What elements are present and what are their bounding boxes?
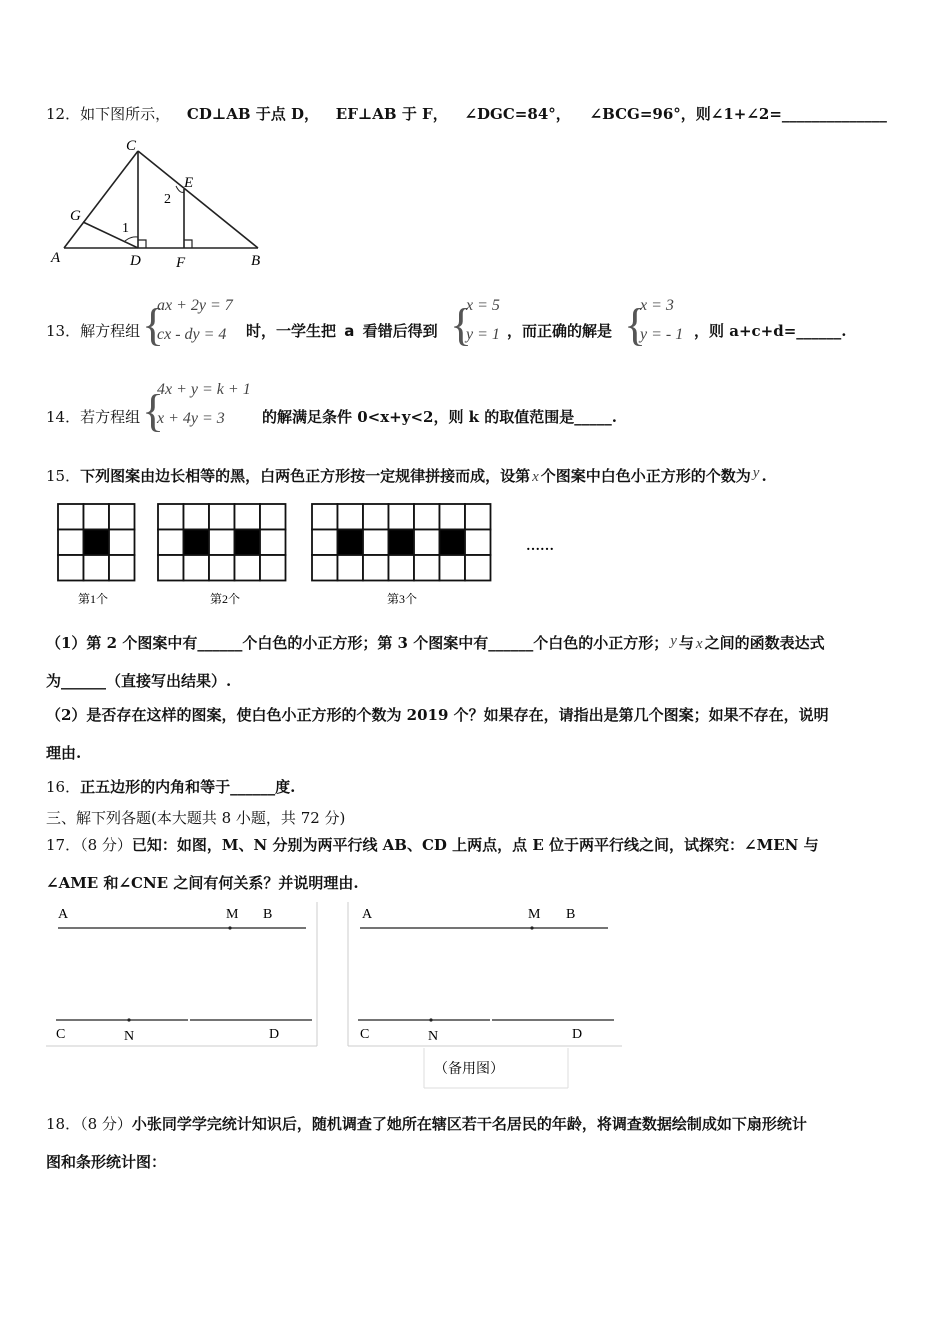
white-square bbox=[414, 555, 440, 581]
fig2-label-D: D bbox=[572, 1027, 583, 1042]
white-square bbox=[338, 504, 364, 530]
q15-text: 下列图案由边长相等的黑，白两色正方形按一定规律拼接而成，设第 bbox=[80, 467, 531, 485]
fig2-label-M: M bbox=[528, 907, 541, 922]
white-square bbox=[84, 555, 110, 581]
q13-wrong-solution-x: x = 5 bbox=[466, 297, 500, 314]
q13-number: 13．解方程组 bbox=[46, 322, 141, 340]
white-square bbox=[235, 504, 261, 530]
q17-line2: ∠AME 和∠CNE 之间有何关系？并说明理由. bbox=[46, 874, 359, 892]
white-square bbox=[109, 504, 135, 530]
q13-system-eq2: cx - dy = 4 bbox=[157, 326, 227, 343]
fig2-label-B: B bbox=[566, 907, 576, 922]
q18-line2: 图和条形统计图： bbox=[46, 1153, 167, 1171]
fig2-spare-caption: （备用图） bbox=[434, 1062, 504, 1077]
q13-correct-solution-y: y = - 1 bbox=[640, 326, 684, 343]
q12-label-G: G bbox=[70, 208, 81, 224]
white-square bbox=[58, 530, 84, 556]
white-square bbox=[158, 504, 184, 530]
q16-line: 16．正五边形的内角和等于______度. bbox=[46, 778, 296, 796]
q17-figure-main bbox=[44, 900, 320, 1048]
q15-continuation-dots: …… bbox=[526, 539, 554, 554]
q13-mid3: ，而正确的解是 bbox=[507, 322, 613, 340]
white-square bbox=[338, 555, 364, 581]
fig2-label-N: N bbox=[428, 1029, 439, 1044]
q12-number: 12． bbox=[46, 105, 81, 123]
q18-line1: 18．（8 分）小张同学学完统计知识后，随机调查了她所在辖区若干名居民的年龄，将调查数据绘制成如下扇形统计 bbox=[46, 1115, 807, 1133]
q15-pattern-3 bbox=[312, 504, 491, 581]
q13-brace-1: { bbox=[142, 299, 165, 350]
fig2-label-A: A bbox=[362, 907, 373, 922]
white-square bbox=[414, 530, 440, 556]
q15-pattern-figure bbox=[50, 500, 570, 612]
black-square bbox=[235, 530, 261, 556]
white-square bbox=[465, 504, 491, 530]
white-square bbox=[465, 530, 491, 556]
white-square bbox=[235, 555, 261, 581]
white-square bbox=[58, 504, 84, 530]
q14-brace: { bbox=[142, 385, 165, 436]
q13-mid2: 看错后得到 bbox=[362, 322, 438, 340]
white-square bbox=[465, 555, 491, 581]
q15-var-x: x bbox=[532, 469, 539, 485]
white-square bbox=[109, 555, 135, 581]
black-square bbox=[84, 530, 110, 556]
q12-label-angle2: 2 bbox=[164, 192, 171, 207]
q14-system-eq2: x + 4y = 3 bbox=[157, 410, 225, 427]
q13-tail: ，则 a+c+d=______. bbox=[694, 322, 847, 340]
q17-line1: 17．（8 分）已知：如图，M、N 分别为两平行线 AB、CD 上两点，点 E 位于两平行线之间，试探究：∠MEN 与 bbox=[46, 836, 819, 854]
q13-correct-solution-x: x = 3 bbox=[640, 297, 674, 314]
q12-part2: EF⊥AB 于 F， bbox=[335, 105, 448, 123]
q13-system-eq1: ax + 2y = 7 bbox=[157, 297, 233, 314]
q12-answer-blank: ______________ bbox=[781, 105, 887, 123]
q15-sub1-var-x: x bbox=[695, 636, 703, 652]
q15-line: 15．下列图案由边长相等的黑，白两色正方形按一定规律拼接而成，设第 x 个图案中白色小正方形的个数为 y . bbox=[46, 465, 767, 485]
q14-number: 14．若方程组 bbox=[46, 408, 141, 426]
black-square bbox=[440, 530, 466, 556]
white-square bbox=[260, 504, 286, 530]
q18-score: （8 分） bbox=[80, 1115, 132, 1133]
q12-part4: ∠BCG=96°，则∠1+∠2= bbox=[589, 105, 782, 123]
white-square bbox=[389, 504, 415, 530]
q12-label-D: D bbox=[130, 253, 141, 269]
q15-pattern-2 bbox=[158, 504, 286, 581]
q16-text: 正五边形的内角和等于______度. bbox=[80, 778, 296, 796]
white-square bbox=[312, 504, 338, 530]
q12-part3: ∠DGC=84°， bbox=[464, 105, 571, 123]
q13-brace-3: { bbox=[624, 299, 647, 350]
fig1-label-D: D bbox=[269, 1027, 280, 1042]
white-square bbox=[440, 555, 466, 581]
q13-letter-a: a bbox=[344, 322, 355, 340]
q12-label-E: E bbox=[184, 175, 194, 191]
black-square bbox=[338, 530, 364, 556]
q15-sub1-var-y: y bbox=[670, 633, 677, 649]
q13-lead: 解方程组 bbox=[80, 322, 141, 340]
white-square bbox=[209, 504, 235, 530]
white-square bbox=[312, 555, 338, 581]
black-square bbox=[184, 530, 210, 556]
q14-lead: 若方程组 bbox=[80, 408, 141, 426]
q13-wrong-solution-y: y = 1 bbox=[466, 326, 500, 343]
q14-tail: 的解满足条件 0<x+y<2，则 k 的取值范围是_____. bbox=[262, 408, 618, 426]
q15-caption-3: 第3个 bbox=[387, 592, 418, 606]
q12-triangle-figure bbox=[46, 134, 276, 272]
q12-line bbox=[46, 103, 887, 124]
q12-label-F: F bbox=[176, 255, 186, 271]
fig1-label-A: A bbox=[58, 907, 69, 922]
q12-label-B: B bbox=[251, 253, 261, 269]
q12-label-angle1: 1 bbox=[122, 221, 129, 236]
white-square bbox=[440, 504, 466, 530]
white-square bbox=[363, 555, 389, 581]
q13-mid1: 时，一学生把 a 看错后得到 bbox=[246, 322, 438, 340]
q15-mid: 个图案中白色小正方形的个数为 bbox=[540, 467, 751, 485]
white-square bbox=[260, 555, 286, 581]
white-square bbox=[209, 555, 235, 581]
white-square bbox=[389, 555, 415, 581]
q15-sub1-line1: （1）第 2 个图案中有______个白色的小正方形；第 3 个图案中有______个白色的小正方形； y 与 x 之间的函数表达式 bbox=[46, 633, 825, 652]
white-square bbox=[84, 504, 110, 530]
white-square bbox=[158, 555, 184, 581]
fig1-label-B: B bbox=[263, 907, 273, 922]
q15-var-y: y bbox=[752, 465, 760, 481]
q17-figure-spare bbox=[346, 900, 626, 1090]
white-square bbox=[184, 555, 210, 581]
fig2-label-C: C bbox=[360, 1027, 370, 1042]
q12-label-C: C bbox=[126, 138, 137, 154]
q15-sub1-line2: 为______（直接写出结果）. bbox=[46, 672, 232, 690]
q12-label-A: A bbox=[51, 250, 61, 266]
q15-sub2-line2: 理由. bbox=[46, 744, 82, 762]
section3-title: 三、解下列各题(本大题共 8 小题，共 72 分) bbox=[46, 809, 346, 827]
q12-part1: CD⊥AB 于点 D， bbox=[186, 105, 320, 123]
q14-system-eq1: 4x + y = k + 1 bbox=[157, 381, 251, 398]
q12-lead: 如下图所示， bbox=[80, 105, 171, 123]
white-square bbox=[414, 504, 440, 530]
black-square bbox=[389, 530, 415, 556]
white-square bbox=[109, 530, 135, 556]
fig1-label-M: M bbox=[226, 907, 239, 922]
white-square bbox=[363, 530, 389, 556]
white-square bbox=[363, 504, 389, 530]
white-square bbox=[209, 530, 235, 556]
white-square bbox=[260, 530, 286, 556]
q13-brace-2: { bbox=[450, 299, 473, 350]
fig1-label-N: N bbox=[124, 1029, 135, 1044]
white-square bbox=[184, 504, 210, 530]
q15-caption-2: 第2个 bbox=[210, 592, 241, 606]
q15-sub2-line1: （2）是否存在这样的图案，使白色小正方形的个数为 2019 个？如果存在，请指出是第几个图案；如果不存在，说明 bbox=[46, 706, 829, 724]
fig1-label-C: C bbox=[56, 1027, 66, 1042]
white-square bbox=[158, 530, 184, 556]
q17-score: （8 分） bbox=[80, 836, 132, 854]
white-square bbox=[58, 555, 84, 581]
q15-pattern-1 bbox=[58, 504, 135, 581]
white-square bbox=[312, 530, 338, 556]
q15-caption-1: 第1个 bbox=[78, 592, 109, 606]
